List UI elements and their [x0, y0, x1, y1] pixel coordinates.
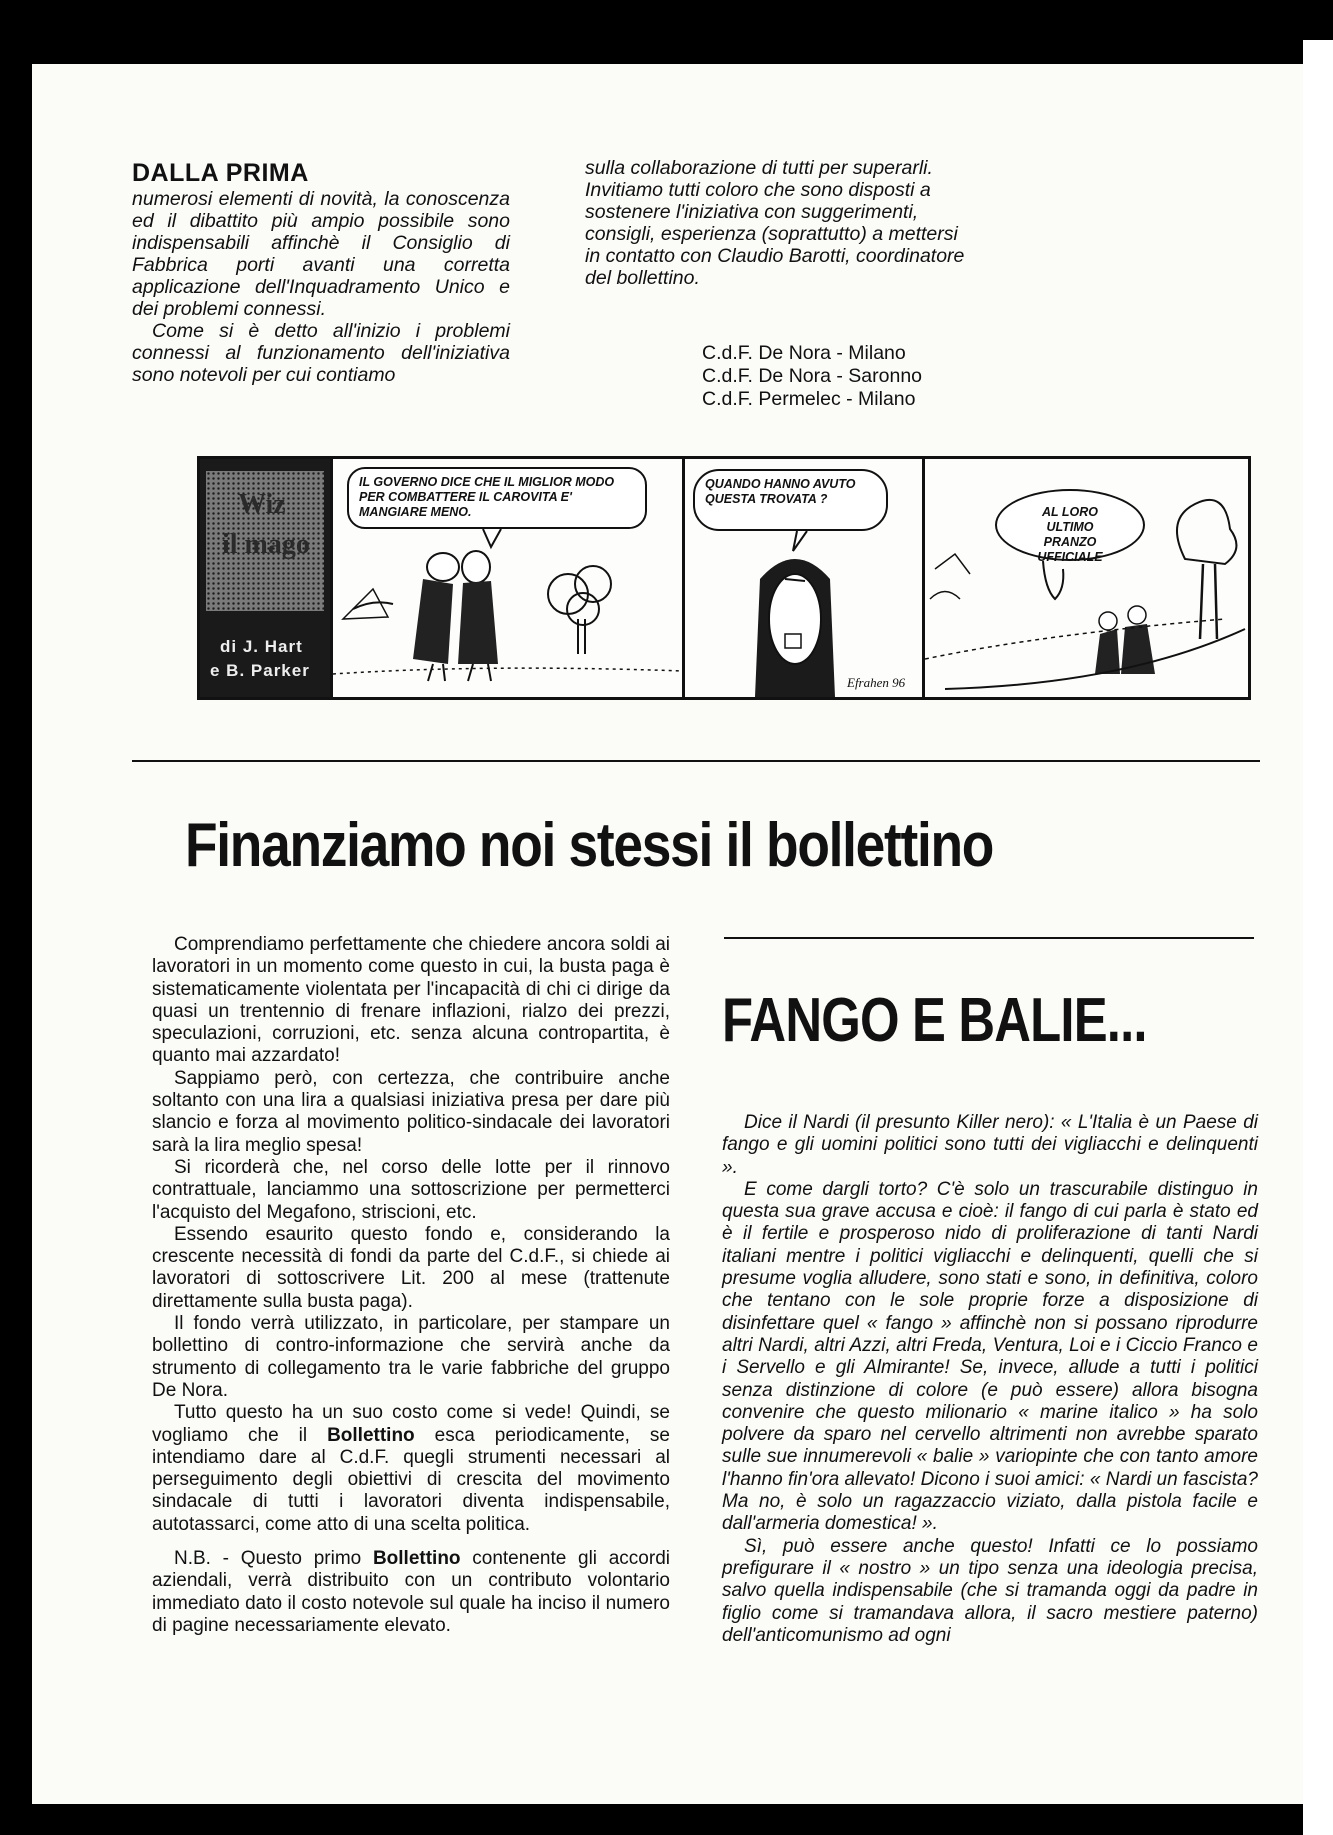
comic-panel-2: [682, 459, 922, 697]
speech-bubble: QUANDO HANNO AVUTO QUESTA TROVATA ?: [693, 469, 888, 531]
page-edge: [1303, 40, 1333, 1835]
article-2-body: [722, 1112, 1258, 1647]
dalla-prima-left-column: [132, 159, 510, 386]
comic-panel-1-drawing: [333, 459, 683, 697]
article-paragraph: Il fondo verrà utilizzato, in particolare, per stampare un bollettino di contro-informazione che servirà anche da strumento di collegamento tra le varie fabbriche del gruppo De Nora.: [152, 1313, 670, 1401]
section-divider: [132, 760, 1260, 762]
bold-word: Bollettino: [372, 1548, 461, 1570]
paragraph-text: contenente gli accordi aziendali, verrà distribuito con un contributo volontario immediato dato il costo notevole sul quale ha inciso il numero di pagine necessariamente elevato.: [152, 1548, 670, 1636]
signature-line: C.d.F. De Nora - Saronno: [702, 365, 923, 387]
comic-panel-3: [922, 459, 1248, 697]
comic-credit: di J. Hart: [220, 637, 303, 656]
paragraph-text: Tutto questo ha un suo costo come si vede! Quindi, se vogliamo che il: [152, 1402, 670, 1446]
paragraph-text: esca periodicamente, se intendiamo dare al C.d.F. quegli strumenti necessari al perseguimento degli obiettivi di crescita del movimento sindacale di tutti i lavoratori diventa indispensabile, autotassarci, come atto di una scelta politica.: [152, 1424, 671, 1535]
signature-line: C.d.F. De Nora - Milano: [702, 342, 906, 364]
article-paragraph: Comprendiamo perfettamente che chiedere ancora soldi ai lavoratori in un momento come questo in cui, la busta paga è sistematicamente violentata per l'incapacità di chi ci dirige da quasi un trentennio di frenare inflazioni, rialzo dei prezzi, speculazioni, corruzioni, etc. senza alcuna contropartita, è quanto mai azzardato!: [152, 934, 670, 1067]
article-headline: Finanziamo noi stessi il bollettino: [185, 811, 994, 880]
comic-artist-signature: Efrahen 96: [847, 675, 906, 690]
speech-bubble: AL LORO ULTIMO PRANZO UFFICIALE: [995, 489, 1145, 561]
article-paragraph: [152, 1402, 670, 1536]
comic-credit: e B. Parker: [210, 661, 310, 680]
signature-line: C.d.F. Permelec - Milano: [702, 388, 916, 410]
article-paragraph: Si ricorderà che, nel corso delle lotte per il rinnovo contrattuale, lanciammo una sottoscrizione per permetterci l'acquisto del Megafono, striscioni, etc.: [152, 1156, 670, 1223]
bold-word: Bollettino: [327, 1424, 415, 1446]
dalla-prima-paragraph-1: numerosi elementi di novità, la conoscenza ed il dibattito più ampio possibile sono indispensabili affinchè il Consiglio di Fabbrica porti avanti una corretta applicazione dell'Inquadramento Unico e dei problemi connessi.: [132, 188, 510, 320]
comic-panel-1: [330, 459, 682, 697]
dalla-prima-right-column: [585, 157, 966, 289]
dalla-prima-paragraph-2: Come si è detto all'inizio i problemi connessi al funzionamento dell'iniziativa sono notevoli per cui contiamo: [132, 320, 510, 386]
article-paragraph: Dice il Nardi (il presunto Killer nero): « L'Italia è un Paese di fango e gli uomini politici sono tutti dei vigliacchi e delinquenti ».: [722, 1112, 1258, 1178]
article-headline: FANGO E BALIE...: [722, 986, 1147, 1055]
article-paragraph: E come dargli torto? C'è solo un trascurabile distinguo in questa sua grave accusa e cioè: il fango di cui parla è stato ed è il fertile e prosperoso nido di proliferazione di tanti Nardi italiani mentre i politici vigliacchi e delinquenti, quelli che si presume voglia alludere, sono stati e sono, in definitiva, coloro che tentano con le sole proprie forze a disposizione di disinfettare quel « fango » affinchè non si possano riprodurre altri Nardi, altri Azzi, altri Freda, Ventura, Loi e i Ciccio Franco e i Servello e gli Almirante! Se, invece, allude a tutti i politici senza distinzione di colore (e può essere) allora bisogna convenire che questo milionario « marine italico » ha solo polvere da sparo nel cervello altrimenti non avrebbe sparato sulle sue innumerevoli « balie » variopinte che con tanto amore l'hanno fin'ora allevato! Dicono i suoi amici: « Nardi un fascista? Ma no, è solo un ragazzaccio viziato, dalla pistola facile e dall'armeria domestica! ».: [722, 1178, 1258, 1535]
comic-panel-2-drawing: [685, 459, 925, 697]
article-paragraph: Sappiamo però, con certezza, che contribuire anche soltanto con una lira a qualsiasi iniziativa presa per dare più slancio e forza al movimento politico-sindacale dei lavoratori sarà la lira meglio spesa!: [152, 1067, 670, 1156]
article-paragraph: Sì, può essere anche questo! Infatti ce lo possiamo prefigurare il « nostro » un tipo senza una ideologia precisa, salvo quella indispensabile (che si tramanda oggi da padre in figlio come si tramandava allora, il sacro mestiere paterno) dell'anticomunismo ad ogni: [722, 1535, 1258, 1646]
comic-title-line: il mago: [222, 529, 310, 560]
comic-strip: [197, 456, 1251, 700]
article-1-body: [152, 934, 670, 1637]
paragraph-text: N.B. - Questo primo: [174, 1548, 373, 1570]
nota-bene-paragraph: [152, 1548, 670, 1637]
comic-panel-3-drawing: [925, 459, 1251, 697]
comic-title-box: [200, 459, 330, 697]
speech-bubble: IL GOVERNO DICE CHE IL MIGLIOR MODO PER COMBATTERE IL CAROVITA E' MANGIARE MENO.: [347, 467, 647, 529]
article-paragraph: Essendo esaurito questo fondo e, considerando la crescente necessità di fondi da parte del C.d.F., si chiede ai lavoratori di sottoscrivere Lit. 200 al mese (trattenute direttamente sulla busta paga).: [152, 1223, 670, 1312]
comic-title-line: Wiz: [238, 489, 286, 520]
dalla-prima-paragraph-3: sulla collaborazione di tutti per superarli. Invitiamo tutti coloro che sono disposti a sostenere l'iniziativa con suggerimenti, consigli, esperienza (soprattutto) a mettersi in contatto con Claudio Barotti, coordinatore del bollettino.: [585, 157, 965, 289]
dalla-prima-heading: DALLA PRIMA: [132, 159, 309, 187]
section-divider: [724, 937, 1254, 939]
